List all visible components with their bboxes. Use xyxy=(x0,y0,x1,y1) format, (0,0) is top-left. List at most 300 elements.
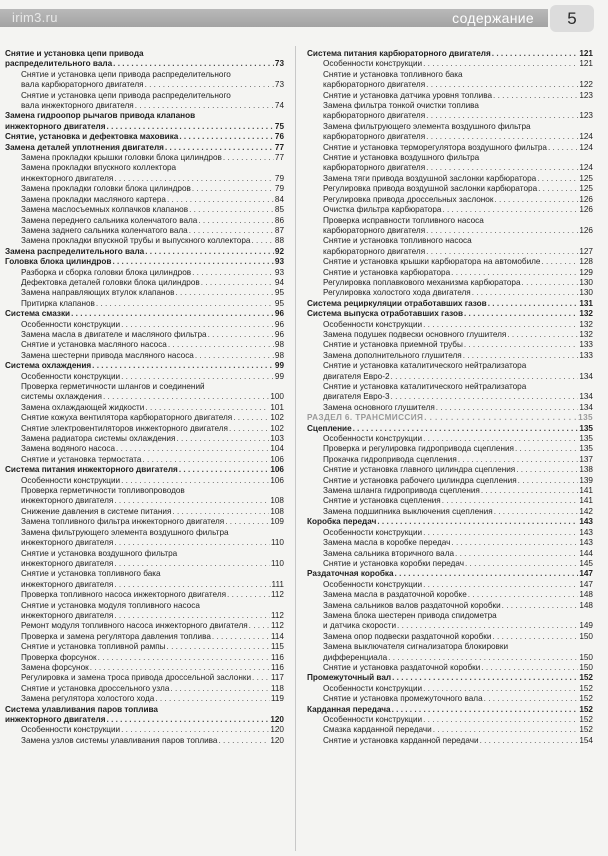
dot-leader xyxy=(198,216,274,226)
toc-page-number: 142 xyxy=(579,506,593,516)
toc-subsection-entry xyxy=(307,455,593,465)
dot-leader xyxy=(167,642,270,652)
toc-page-number: 87 xyxy=(274,225,284,235)
toc-page-number: 96 xyxy=(274,319,284,329)
toc-entry-title: Замена сальников валов раздаточной коробки xyxy=(323,600,501,610)
toc-page-number: 134 xyxy=(579,402,593,412)
dot-leader xyxy=(112,257,273,267)
toc-page-number: 143 xyxy=(579,517,593,527)
dot-leader xyxy=(179,132,274,142)
toc-page-number: 120 xyxy=(270,735,284,745)
toc-subsection-entry xyxy=(5,226,284,236)
toc-entry-title: карбюраторного двигателя xyxy=(323,80,426,90)
toc-page-number: 114 xyxy=(270,631,284,641)
toc-entry-title: Замена охлаждающей жидкости xyxy=(21,402,145,412)
toc-subsection-entry xyxy=(5,195,284,205)
toc-entry-title: Снятие и установка воздушного фильтра xyxy=(21,548,178,558)
toc-page-number: 93 xyxy=(274,257,284,267)
dot-leader xyxy=(442,496,579,506)
toc-page-number: 108 xyxy=(270,506,284,516)
page-number: 5 xyxy=(550,5,594,32)
toc-page-number: 152 xyxy=(579,725,593,735)
dot-leader xyxy=(176,434,269,444)
toc-subsection-entry xyxy=(5,205,284,215)
toc-section-entry xyxy=(5,132,284,142)
toc-subsection-entry xyxy=(307,153,593,174)
toc-entry-title: Замена фильтрующего элемента воздушного фильтра xyxy=(323,121,531,131)
dot-leader xyxy=(455,549,578,559)
dot-leader xyxy=(189,205,274,215)
dot-leader xyxy=(170,684,270,694)
dot-leader xyxy=(507,330,578,340)
toc-entry-title: Система улавливания паров топлива xyxy=(5,704,158,714)
toc-entry-title: Система питания карбюраторного двигателя xyxy=(307,49,491,58)
dot-leader xyxy=(458,455,579,465)
toc-entry-title: карбюраторного двигателя xyxy=(323,163,426,173)
toc-entry-title: Снятие и установка термостата xyxy=(21,454,142,464)
toc-page-number: 76 xyxy=(274,132,284,142)
toc-subsection-entry xyxy=(307,486,593,496)
toc-subsection-entry xyxy=(307,684,593,694)
dot-leader xyxy=(121,476,269,486)
toc-right-column xyxy=(307,49,593,746)
site-watermark: irim3.ru xyxy=(12,10,58,25)
dot-leader xyxy=(212,632,270,642)
toc-entry-title: Особенности конструкции xyxy=(323,319,423,329)
toc-page-number: 124 xyxy=(579,142,593,152)
toc-entry-title: карбюраторного двигателя xyxy=(323,246,426,256)
toc-page-number: 132 xyxy=(579,319,593,329)
dot-leader xyxy=(480,736,579,746)
toc-page-number: 103 xyxy=(270,434,284,444)
dot-leader xyxy=(426,132,578,142)
toc-page-number: 79 xyxy=(274,184,284,194)
toc-left-column xyxy=(5,49,284,746)
dot-leader xyxy=(145,80,274,90)
toc-subsection-entry xyxy=(307,496,593,506)
toc-subsection-entry xyxy=(307,444,593,454)
toc-page-number: 126 xyxy=(579,194,593,204)
toc-page-number: 120 xyxy=(270,725,284,735)
dot-leader xyxy=(433,725,579,735)
dot-leader xyxy=(114,559,270,569)
toc-page-number: 125 xyxy=(579,184,593,194)
toc-entry-title: Замена прокладки крышки головки блока цилиндров xyxy=(21,153,222,163)
dot-leader xyxy=(424,413,577,423)
toc-subsection-entry xyxy=(5,476,284,486)
dot-leader xyxy=(451,538,578,548)
dot-leader xyxy=(388,653,578,663)
toc-subsection-entry xyxy=(307,725,593,735)
toc-subsection-entry xyxy=(307,736,593,746)
toc-entry-title: Замена маслосъемных колпачков клапанов xyxy=(21,205,189,215)
dot-leader xyxy=(391,392,579,402)
column-divider xyxy=(295,46,296,851)
toc-entry-title: Замена масла в двигателе и масляного фильтра xyxy=(21,329,207,339)
toc-page-number: 77 xyxy=(274,153,284,163)
dot-leader xyxy=(423,580,578,590)
dot-leader xyxy=(165,143,274,153)
dot-leader xyxy=(192,184,274,194)
dot-leader xyxy=(397,621,578,631)
toc-entry-title: инжекторного двигателя xyxy=(21,173,114,183)
toc-page-number: 110 xyxy=(270,538,284,548)
toc-entry-title: Регулировка поплавкового механизма карбюратора xyxy=(323,277,521,287)
toc-page-number: 75 xyxy=(274,121,284,131)
toc-subsection-entry xyxy=(307,288,593,298)
dot-leader xyxy=(172,507,269,517)
toc-page-number: 130 xyxy=(579,288,593,298)
toc-entry-title: Замена дополнительного глушителя xyxy=(323,350,462,360)
toc-entry-title: дифференциала xyxy=(323,652,388,662)
dot-leader xyxy=(537,174,578,184)
toc-page-number: 141 xyxy=(579,496,593,506)
toc-section-entry xyxy=(5,309,284,319)
toc-subsection-entry xyxy=(307,70,593,91)
toc-subsection-entry xyxy=(307,351,593,361)
toc-entry-title: Замена топливного фильтра инжекторного двигателя xyxy=(21,517,225,527)
toc-entry-title: Особенности конструкции xyxy=(323,527,423,537)
toc-subsection-entry xyxy=(307,59,593,69)
dot-leader xyxy=(92,361,274,371)
dot-leader xyxy=(426,163,578,173)
dot-leader xyxy=(436,403,579,413)
toc-entry-title: Замена прокладки впускной трубы и выпускного коллектора xyxy=(21,236,251,246)
dot-leader xyxy=(423,715,578,725)
toc-page-number: 88 xyxy=(274,236,284,246)
toc-entry-title: и датчика скорости xyxy=(323,621,397,631)
toc-entry-title: Особенности конструкции xyxy=(21,319,121,329)
toc-subsection-entry xyxy=(5,736,284,746)
toc-page-number: 121 xyxy=(579,49,593,58)
toc-entry-title: вала инжекторного двигателя xyxy=(21,101,134,111)
dot-leader xyxy=(392,705,579,715)
toc-section-entry xyxy=(5,143,284,153)
toc-page-number: 154 xyxy=(579,735,593,745)
toc-page-number: 95 xyxy=(274,288,284,298)
toc-page-number: 130 xyxy=(579,277,593,287)
toc-entry-title: Дефектовка деталей головки блока цилиндров xyxy=(21,277,200,287)
dot-leader xyxy=(515,444,578,454)
dot-leader xyxy=(179,465,269,475)
toc-subsection-entry xyxy=(5,528,284,549)
toc-entry-title: Особенности конструкции xyxy=(323,59,423,69)
toc-entry-title: Головка блока цилиндров xyxy=(5,257,112,267)
toc-entry-title: Снятие и установка каталитического нейтрализатора xyxy=(323,382,527,391)
toc-subsection-entry xyxy=(307,216,593,237)
toc-entry-title: Снятие и установка крышки карбюратора на автомобиле xyxy=(323,257,541,267)
dot-leader xyxy=(252,673,270,683)
dot-leader xyxy=(442,205,578,215)
toc-entry-title: Смазка карданной передачи xyxy=(323,725,432,735)
toc-page-number: 152 xyxy=(579,673,593,683)
dot-leader xyxy=(481,486,578,496)
toc-page-number: 150 xyxy=(579,662,593,672)
dot-leader xyxy=(201,278,274,288)
dot-leader xyxy=(192,268,274,278)
toc-page-number: 117 xyxy=(270,673,284,683)
toc-entry-title: Снятие и установка коробки передач xyxy=(323,558,464,568)
toc-entry-title: Особенности конструкции xyxy=(323,579,423,589)
toc-entry-title: Снятие и установка терморегулятора воздушного фильтра xyxy=(323,142,547,152)
toc-page-number: 112 xyxy=(270,610,284,620)
dot-leader xyxy=(423,684,578,694)
toc-entry-title: Особенности конструкции xyxy=(323,434,423,444)
toc-page-number: 111 xyxy=(271,579,284,589)
dot-leader xyxy=(488,299,579,309)
toc-entry-title: Особенности конструкции xyxy=(21,371,121,381)
dot-leader xyxy=(516,465,578,475)
toc-entry-title: Проверка и регулировка гидропривода сцепления xyxy=(323,444,514,454)
dot-leader xyxy=(145,247,274,257)
toc-page-number: 143 xyxy=(579,538,593,548)
toc-entry-title: Замена распределительного вала xyxy=(5,246,145,256)
toc-page-number: 93 xyxy=(274,267,284,277)
dot-leader xyxy=(426,226,578,236)
toc-page-number: 141 xyxy=(579,486,593,496)
toc-entry-title: Снятие и установка датчика уровня топлива xyxy=(323,90,493,100)
toc-subsection-entry xyxy=(5,320,284,330)
toc-subsection-entry xyxy=(307,340,593,350)
toc-entry-title: двигателя Евро-3 xyxy=(323,392,390,402)
dot-leader xyxy=(249,621,270,631)
dot-leader xyxy=(103,392,269,402)
toc-section-entry xyxy=(307,673,593,683)
toc-entry-title: Система рециркуляции отработавших газов xyxy=(307,298,487,308)
dot-leader xyxy=(494,507,579,517)
toc-subsection-entry xyxy=(5,632,284,642)
toc-entry-title: распределительного вала xyxy=(5,59,113,69)
dot-leader xyxy=(107,122,274,132)
toc-entry-title: Замена опор подвески раздаточной коробки xyxy=(323,631,492,641)
toc-entry-title: Замена прокладки впускного коллектора xyxy=(21,163,177,173)
toc-page-number: 96 xyxy=(274,329,284,339)
toc-page-number: 115 xyxy=(270,642,284,652)
dot-leader xyxy=(392,673,578,683)
dot-leader xyxy=(208,330,274,340)
dot-leader xyxy=(142,455,269,465)
toc-entry-title: инжекторного двигателя xyxy=(21,496,114,506)
toc-page-number: 120 xyxy=(270,715,284,724)
toc-page-number: 133 xyxy=(579,350,593,360)
toc-entry-title: Замена основного глушителя xyxy=(323,402,435,412)
toc-subsection-entry xyxy=(307,330,593,340)
toc-subsection-entry xyxy=(307,91,593,101)
dot-leader xyxy=(423,528,578,538)
toc-subsection-entry xyxy=(307,590,593,600)
toc-page-number: 123 xyxy=(579,90,593,100)
toc-subsection-entry xyxy=(5,694,284,704)
toc-entry-title: Проверка форсунок xyxy=(21,652,97,662)
dot-leader xyxy=(472,288,579,298)
toc-entry-title: Снижение давления в системе питания xyxy=(21,506,172,516)
toc-subsection-entry xyxy=(5,663,284,673)
toc-subsection-entry xyxy=(307,580,593,590)
toc-subsection-entry xyxy=(5,330,284,340)
toc-entry-title: Замена заднего сальника коленчатого вала xyxy=(21,225,188,235)
dot-leader xyxy=(121,725,269,735)
toc-page-number: 85 xyxy=(274,205,284,215)
toc-entry-title: инжекторного двигателя xyxy=(5,121,106,131)
toc-entry-title: Проверка исправности топливного насоса xyxy=(323,215,484,225)
toc-page-number: 124 xyxy=(579,132,593,142)
toc-entry-title: Замена прокладки масляного картера xyxy=(21,194,166,204)
toc-entry-title: Замена радиатора системы охлаждения xyxy=(21,434,176,444)
toc-subsection-entry xyxy=(5,268,284,278)
toc-page-number: 123 xyxy=(579,111,593,121)
dot-leader xyxy=(145,403,269,413)
toc-page-number: 138 xyxy=(579,465,593,475)
toc-entry-title: Снятие и установка цепи привода распределительного xyxy=(21,90,231,100)
toc-subsection-entry xyxy=(307,476,593,486)
toc-entry-title: Снятие и установка топливного насоса xyxy=(323,236,472,246)
toc-entry-title: системы охлаждения xyxy=(21,392,102,402)
toc-subsection-entry xyxy=(307,507,593,517)
dot-leader xyxy=(233,413,269,423)
toc-entry-title: Снятие и установка карбюратора xyxy=(323,267,451,277)
toc-entry-title: Замена блока шестерен привода спидометра xyxy=(323,610,497,620)
toc-subsection-entry xyxy=(5,382,284,403)
toc-subsection-entry xyxy=(5,236,284,246)
toc-page-number: 135 xyxy=(579,444,593,454)
toc-subsection-entry xyxy=(5,455,284,465)
toc-page-number: 152 xyxy=(579,683,593,693)
toc-subsection-entry xyxy=(5,653,284,663)
toc-page-number: 143 xyxy=(579,527,593,537)
toc-page-number: 135 xyxy=(578,413,593,423)
toc-part-heading xyxy=(307,413,593,423)
toc-entry-title: Регулировка холостого хода двигателя xyxy=(323,288,471,298)
toc-page-number: 94 xyxy=(274,277,284,287)
toc-entry-title: Карданная передача xyxy=(307,704,391,714)
toc-entry-title: Замена масла в раздаточной коробке xyxy=(323,590,467,600)
toc-page-number: 135 xyxy=(579,434,593,444)
toc-entry-title: Замена подшипника выключения сцепления xyxy=(323,506,493,516)
toc-subsection-entry xyxy=(307,205,593,215)
dot-leader xyxy=(464,309,578,319)
dot-leader xyxy=(492,49,579,59)
toc-page-number: 147 xyxy=(579,579,593,589)
toc-entry-title: Снятие и установка рабочего цилиндра сцепления xyxy=(323,475,517,485)
toc-page-number: 128 xyxy=(579,257,593,267)
dot-leader xyxy=(468,590,579,600)
toc-entry-title: инжекторного двигателя xyxy=(21,579,114,589)
dot-leader xyxy=(423,434,578,444)
toc-entry-title: Замена гидроопор рычагов привода клапанов xyxy=(5,111,196,121)
toc-entry-title: Проверка и замена регулятора давления топлива xyxy=(21,631,211,641)
toc-entry-title: карбюраторного двигателя xyxy=(323,132,426,142)
toc-subsection-entry xyxy=(307,361,593,382)
toc-page-number: 101 xyxy=(270,402,284,412)
toc-section-entry xyxy=(307,705,593,715)
toc-page-number: 77 xyxy=(274,142,284,152)
toc-page-number: 116 xyxy=(270,662,284,672)
toc-subsection-entry xyxy=(5,569,284,590)
toc-entry-title: двигателя Евро-2 xyxy=(323,371,390,381)
toc-entry-title: Проверка герметичности топливопроводов xyxy=(21,486,185,496)
toc-page-number: 133 xyxy=(579,340,593,350)
dot-leader xyxy=(116,444,269,454)
dot-leader xyxy=(167,195,274,205)
toc-section-entry xyxy=(307,424,593,434)
dot-leader xyxy=(251,236,273,246)
toc-page-number: 148 xyxy=(579,590,593,600)
dot-leader xyxy=(463,351,579,361)
toc-entry-title: Особенности конструкции xyxy=(21,725,121,735)
toc-entry-title: Снятие и установка модуля топливного насоса xyxy=(21,600,200,610)
toc-page-number: 99 xyxy=(274,371,284,381)
toc-entry-title: карбюраторного двигателя xyxy=(323,225,426,235)
toc-subsection-entry xyxy=(5,184,284,194)
toc-entry-title: Снятие и установка приемной трубы xyxy=(323,340,463,350)
dot-leader xyxy=(107,715,270,725)
dot-leader xyxy=(227,590,270,600)
toc-entry-title: Снятие и установка топливной рампы xyxy=(21,642,166,652)
toc-page-number: 147 xyxy=(579,569,593,579)
toc-page-number: 135 xyxy=(579,423,593,433)
toc-entry-title: Промежуточный вал xyxy=(307,673,392,683)
toc-page-number: 109 xyxy=(270,517,284,527)
toc-page-number: 99 xyxy=(274,361,284,371)
toc-section-entry xyxy=(307,309,593,319)
toc-page-number: 92 xyxy=(274,246,284,256)
toc-entry-title: Замена деталей уплотнения двигателя xyxy=(5,142,164,152)
toc-section-entry xyxy=(307,569,593,579)
dot-leader xyxy=(168,340,274,350)
toc-entry-title: Снятие и установка топливного бака xyxy=(21,569,161,579)
toc-subsection-entry xyxy=(5,424,284,434)
toc-entry-title: Замена регулятора холостого хода xyxy=(21,694,155,704)
toc-entry-title: Снятие и установка каталитического нейтрализатора xyxy=(323,361,527,371)
toc-section-entry xyxy=(5,465,284,475)
toc-page-number: 98 xyxy=(274,350,284,360)
toc-page-number: 150 xyxy=(579,631,593,641)
toc-section-entry xyxy=(307,517,593,527)
dot-leader xyxy=(90,663,270,673)
toc-page-number: 102 xyxy=(270,413,284,423)
toc-subsection-entry xyxy=(307,538,593,548)
toc-subsection-entry xyxy=(5,372,284,382)
toc-page-number: 106 xyxy=(270,465,284,475)
toc-page-number: 96 xyxy=(274,309,284,319)
toc-entry-title: Очистка фильтра карбюратора xyxy=(323,205,442,215)
dot-leader xyxy=(219,736,270,746)
toc-page-number: 139 xyxy=(579,475,593,485)
toc-subsection-entry xyxy=(5,507,284,517)
toc-subsection-entry xyxy=(5,673,284,683)
toc-page-number: 112 xyxy=(270,590,284,600)
toc-page-number: 132 xyxy=(579,309,593,319)
toc-entry-title: РАЗДЕЛ 6. ТРАНСМИССИЯ xyxy=(307,413,424,423)
toc-subsection-entry xyxy=(307,236,593,257)
toc-entry-title: Замена подушек подвески основного глушителя xyxy=(323,329,507,339)
dot-leader xyxy=(423,59,578,69)
toc-page-number: 116 xyxy=(270,652,284,662)
toc-entry-title: Проверка топливного насоса инжекторного двигателя xyxy=(21,590,227,600)
toc-page-number: 118 xyxy=(270,683,284,693)
toc-page-number: 84 xyxy=(274,194,284,204)
toc-page-number: 73 xyxy=(274,59,284,69)
toc-entry-title: Система смазки xyxy=(5,309,71,319)
toc-subsection-entry xyxy=(5,684,284,694)
toc-entry-title: Ремонт модуля топливного насоса инжекторного двигателя xyxy=(21,621,248,631)
toc-subsection-entry xyxy=(5,413,284,423)
toc-page-number: 131 xyxy=(579,298,593,308)
dot-leader xyxy=(426,111,578,121)
dot-leader xyxy=(493,91,578,101)
dot-leader xyxy=(121,372,274,382)
toc-page-number: 112 xyxy=(270,621,284,631)
